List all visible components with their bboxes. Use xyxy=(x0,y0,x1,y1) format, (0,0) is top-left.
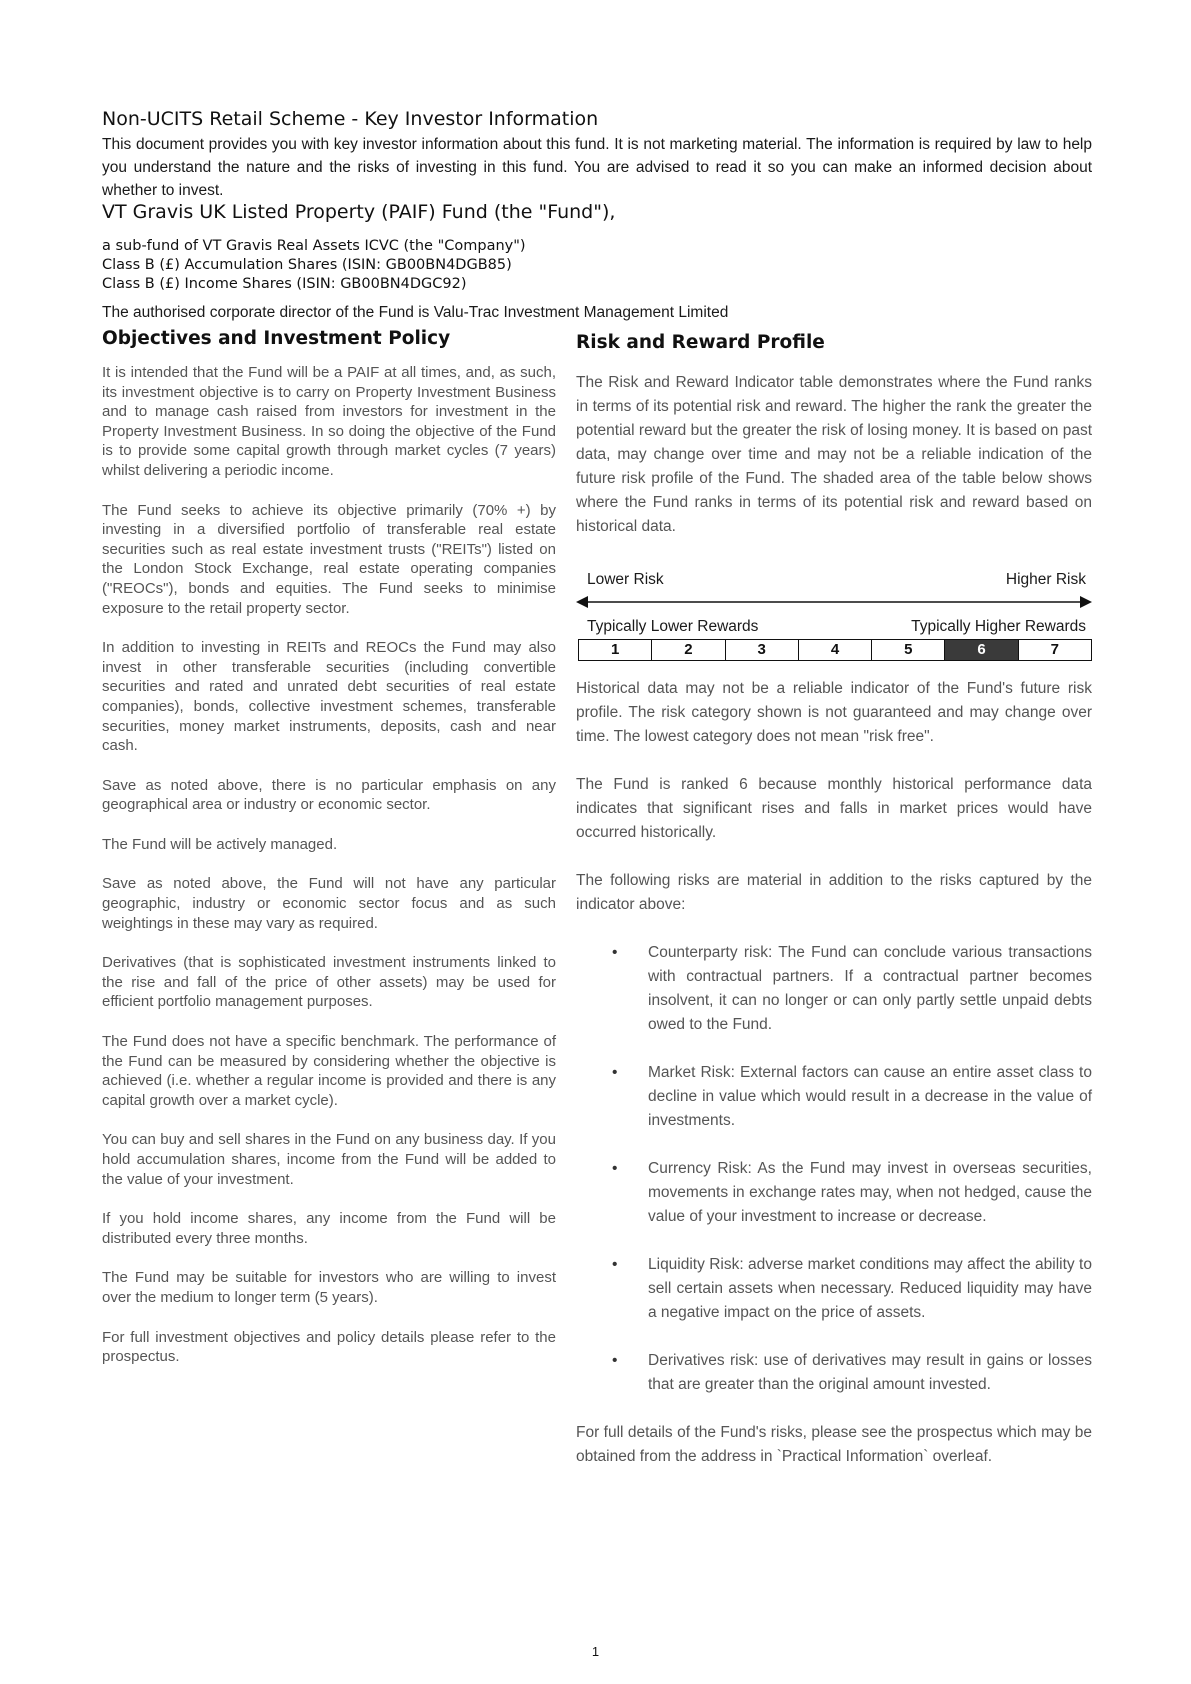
income-share-class: Class B (£) Income Shares (ISIN: GB00BN4DGC92) xyxy=(102,276,467,292)
liquidity-risk: Liquidity Risk: adverse market conditions may affect the ability to sell certain assets when necessary. Reduced liquidity may have a negative impact on the price of assets. xyxy=(648,1256,1092,1321)
risk-category-4: 4 xyxy=(799,640,872,660)
counterparty-risk: Counterparty risk: The Fund can conclude various transactions with contractual partners. If a contractual partner becomes insolvent, it can no longer or can only partly settle unpaid debts owed to the Fund. xyxy=(648,944,1092,1033)
bullet-icon: • xyxy=(612,944,618,961)
objectives-paragraph: If you hold income shares, any income from the Fund will be distributed every three months. xyxy=(102,1210,556,1247)
historical-note: Historical data may not be a reliable indicator of the Fund's future risk profile. The risk category shown is not guaranteed and may change over time. The lowest category does not mean "risk free". xyxy=(576,680,1092,745)
risk-category-1: 1 xyxy=(579,640,652,660)
bullet-icon: • xyxy=(612,1352,618,1369)
currency-risk: Currency Risk: As the Fund may invest in overseas securities, movements in exchange rates may, when not hedged, cause the value of your investment to increase or decrease. xyxy=(648,1160,1092,1225)
page-number: 1 xyxy=(591,1644,600,1659)
fund-name: VT Gravis UK Listed Property (PAIF) Fund (the "Fund"), xyxy=(102,201,616,223)
risk-footer: For full details of the Fund's risks, please see the prospectus which may be obtained from the address in `Practical Information` overleaf. xyxy=(576,1424,1092,1465)
risk-category-3: 3 xyxy=(726,640,799,660)
double-arrow-icon xyxy=(576,595,1092,609)
objectives-text xyxy=(102,363,556,1367)
objectives-paragraph: Save as noted above, there is no particular emphasis on any geographical area or industry or economic sector. xyxy=(102,776,556,814)
objectives-paragraph: The Fund seeks to achieve its objective primarily (70% +) by investing in a diversified portfolio of transferable real estate securities such as real estate investment trusts ("REITs") listed on the London Stock Exchange, real estate operating companies ("REOCs"), bonds and equities. The Fund seeks to minimise exposure to the retail property sector. xyxy=(102,501,556,617)
risk-title: Risk and Reward Profile xyxy=(576,332,825,353)
list-item xyxy=(576,941,1092,1037)
list-item xyxy=(576,1061,1092,1133)
risk-reward-scale xyxy=(576,559,1092,677)
objectives-section xyxy=(102,328,556,1387)
risk-category-6: 6 xyxy=(945,640,1018,660)
risk-category-5: 5 xyxy=(872,640,945,660)
list-item xyxy=(576,1349,1092,1397)
risk-category-table xyxy=(578,639,1092,661)
objectives-paragraph: It is intended that the Fund will be a PAIF at all times, and, as such, its investment objective is to carry on Property Investment Business and to manage cash raised from investors for investment in the Property Investment Business. In so doing the objective of the Fund is to provide some capital growth through market cycles (7 years) whilst delivering a periodic income. xyxy=(102,364,556,479)
bullet-icon: • xyxy=(612,1256,618,1273)
higher-risk-label: Higher Risk xyxy=(1005,571,1086,588)
objectives-paragraph: You can buy and sell shares in the Fund on any business day. If you hold accumulation shares, income from the Fund will be added to the value of your investment. xyxy=(102,1131,556,1188)
market-risk: Market Risk: External factors can cause an entire asset class to decline in value which would result in a decrease in the value of investments. xyxy=(648,1064,1092,1129)
objectives-paragraph: The Fund may be suitable for investors who are willing to invest over the medium to longer term (5 years). xyxy=(102,1269,556,1306)
acd-statement: The authorised corporate director of the Fund is Valu-Trac Investment Management Limited xyxy=(102,304,729,321)
risk-section xyxy=(576,332,1092,1469)
objectives-paragraph: Derivatives (that is sophisticated investment instruments linked to the rise and fall of the price of other assets) may be used for efficient portfolio management purposes. xyxy=(102,954,556,1011)
document-intro: This document provides you with key investor information about this fund. It is not marketing material. The information is required by law to help you understand the nature and the risks of investing in this fund. You are advised to read it so you can make an informed decision about whether to invest. xyxy=(102,136,1092,199)
bullet-icon: • xyxy=(612,1064,618,1081)
accumulation-share-class: Class B (£) Accumulation Shares (ISIN: GB00BN4DGB85) xyxy=(102,257,512,273)
material-risks-list xyxy=(576,941,1092,1397)
risk-category-7: 7 xyxy=(1050,641,1059,658)
sub-fund-line: a sub-fund of VT Gravis Real Assets ICVC (the "Company") xyxy=(102,238,526,254)
objectives-paragraph: In addition to investing in REITs and REOCs the Fund may also invest in other transferable securities (including convertible securities and rated and unrated debt securities of real estate companies), bonds, collective investment schemes, transferable securities, money market instruments, deposits, cash and near cash. xyxy=(102,639,556,755)
material-risks-intro: The following risks are material in addition to the risks captured by the indicator above: xyxy=(576,872,1092,913)
ranking-reason: The Fund is ranked 6 because monthly historical performance data indicates that significant rises and falls in market prices would have occurred historically. xyxy=(576,776,1092,841)
derivatives-risk: Derivatives risk: use of derivatives may result in gains or losses that are greater than the original amount invested. xyxy=(648,1352,1092,1393)
objectives-paragraph: The Fund will be actively managed. xyxy=(102,835,338,853)
lower-risk-label: Lower Risk xyxy=(587,571,664,588)
objectives-paragraph: The Fund does not have a specific benchmark. The performance of the Fund can be measured by considering whether the objective is achieved (i.e. whether a regular income is provided and there is any capital growth over a market cycle). xyxy=(102,1033,556,1109)
risk-intro: The Risk and Reward Indicator table demonstrates where the Fund ranks in terms of its potential risk and reward. The higher the rank the greater the potential reward but the greater the risk of losing money. It is based on past data, may change over time and may not be a reliable indication of the future risk profile of the Fund. The shaded area of the table below shows where the Fund ranks in terms of its potential risk and reward based on historical data. xyxy=(576,374,1092,535)
risk-category-2: 2 xyxy=(652,640,725,660)
objectives-paragraph: Save as noted above, the Fund will not have any particular geographic, industry or economic sector focus and as such weightings in these may vary as required. xyxy=(102,875,556,932)
higher-rewards-label: Typically Higher Rewards xyxy=(911,618,1086,635)
list-item xyxy=(576,1253,1092,1325)
objectives-paragraph: For full investment objectives and policy details please refer to the prospectus. xyxy=(102,1328,556,1366)
objectives-title: Objectives and Investment Policy xyxy=(102,328,451,349)
risk-text xyxy=(576,371,1092,1469)
lower-rewards-label: Typically Lower Rewards xyxy=(587,618,759,635)
bullet-icon: • xyxy=(612,1160,618,1177)
fund-details xyxy=(102,237,1092,294)
document-title: Non-UCITS Retail Scheme - Key Investor Information xyxy=(102,108,599,130)
list-item xyxy=(576,1157,1092,1229)
